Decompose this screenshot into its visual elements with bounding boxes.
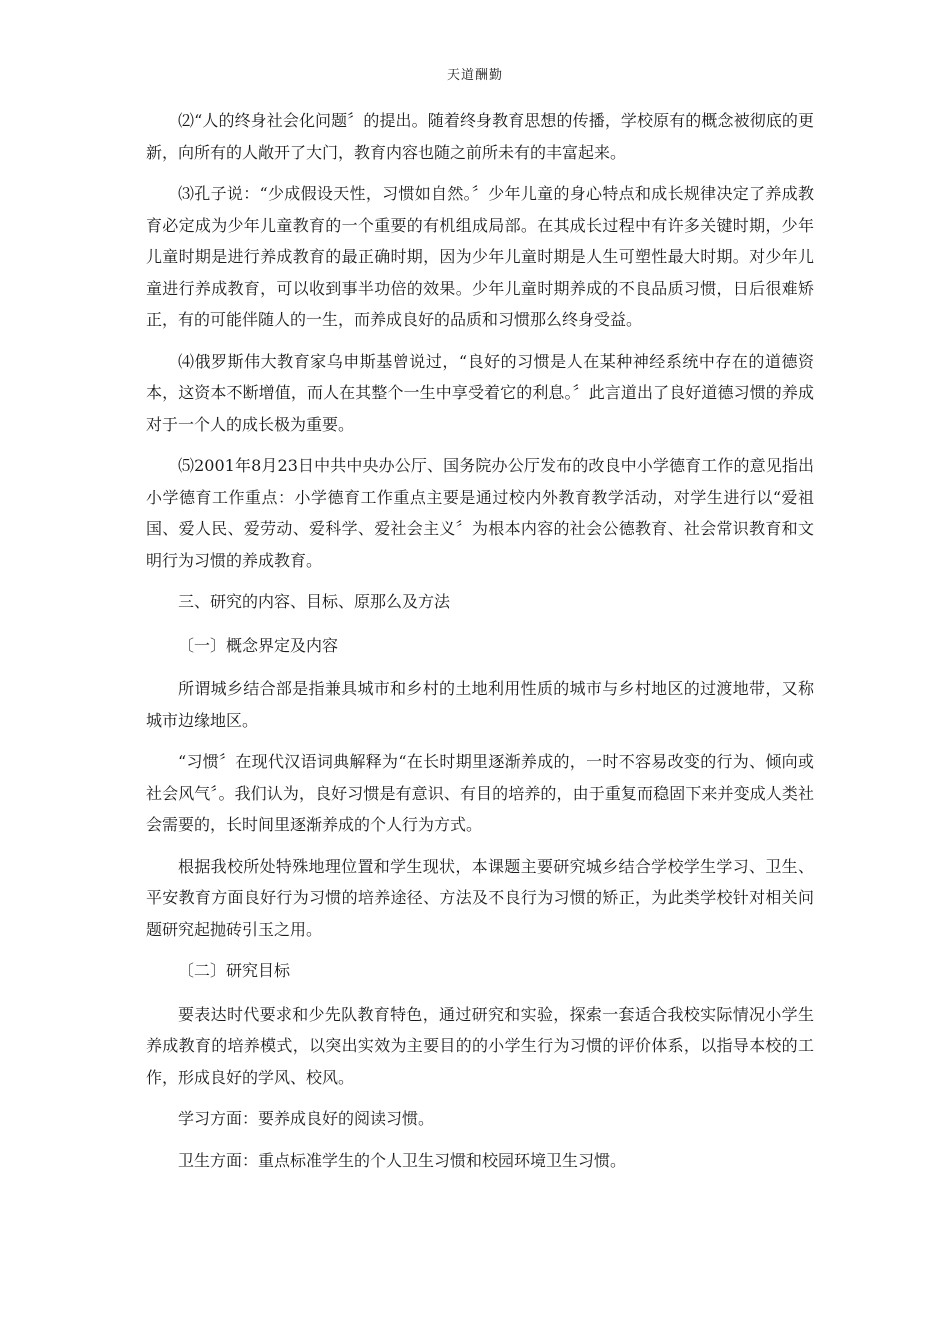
section-heading-research: 三、研究的内容、目标、原那么及方法 [178, 592, 451, 611]
document-body [146, 105, 814, 1186]
paragraph-item-4: ⑷俄罗斯伟大教育家乌申斯基曾说过，“良好的习惯是人在某种神经系统中存在的道德资本，这资本不断增值，而人在其整个一生中享受着它的利息。〞此言道出了良好道德习惯的养成对于一个人的成长极为重要。 [146, 351, 814, 434]
paragraph-hygiene-habits: 卫生方面：重点标准学生的个人卫生习惯和校园环境卫生习惯。 [178, 1150, 627, 1170]
subsection-heading-goals: 〔二〕研究目标 [178, 961, 291, 980]
subsection-heading-concepts: 〔一〕概念界定及内容 [178, 635, 339, 655]
paragraph-goals: 要表达时代要求和少先队教育特色，通过研究和实验，探索一套适合我校实际情况小学生养成教育的培养模式，以突出实效为主要目的的小学生行为习惯的评价体系，以指导本校的工作，形成良好的学风、校风。 [146, 1004, 814, 1087]
paragraph-item-3: ⑶孔子说：“少成假设天性，习惯如自然。〞少年儿童的身心特点和成长规律决定了养成教育必定成为少年儿童教育的一个重要的有机组成局部。在其成长过程中有许多关键时期，少年儿童时期是进行养成教育的最正确时期，因为少年儿童时期是人生可塑性最大时期。对少年儿童进行养成教育，可以收到事半功倍的效果。少年儿童时期养成的不良品质习惯，日后很难矫正，有的可能伴随人的一生，而养成良好的品质和习惯那么终身受益。 [146, 184, 814, 329]
paragraph-research-scope: 根据我校所处特殊地理位置和学生现状，本课题主要研究城乡结合学校学生学习、卫生、平安教育方面良好行为习惯的培养途径、方法及不良行为习惯的矫正，为此类学校针对相关问题研究起抛砖引玉之用。 [146, 856, 814, 939]
paragraph-habit-definition: “习惯〞在现代汉语词典解释为“在长时期里逐渐养成的，一时不容易改变的行为、倾向或社会风气〞。我们认为，良好习惯是有意识、有目的培养的，由于重复而稳固下来并变成人类社会需要的，长时间里逐渐养成的个人行为方式。 [146, 752, 814, 834]
paragraph-study-habits: 学习方面：要养成良好的阅读习惯。 [178, 1109, 435, 1128]
paragraph-urban-rural-definition: 所谓城乡结合部是指兼具城市和乡村的土地利用性质的城市与乡村地区的过渡地带，又称城市边缘地区。 [146, 679, 814, 730]
paragraph-item-5: ⑸2001年8月23日中共中央办公厅、国务院办公厅发布的改良中小学德育工作的意见指出小学德育工作重点：小学德育工作重点主要是通过校内外教育教学活动，对学生进行以“爱祖国、爱人民、爱劳动、爱科学、爱社会主义〞为根本内容的社会公德教育、社会常识教育和文明行为习惯的养成教育。 [146, 456, 814, 570]
page-header: 天道酬勤 [446, 68, 503, 83]
paragraph-item-2: ⑵“人的终身社会化问题〞的提出。随着终身教育思想的传播，学校原有的概念被彻底的更新，向所有的人敞开了大门，教育内容也随之前所未有的丰富起来。 [146, 111, 814, 162]
